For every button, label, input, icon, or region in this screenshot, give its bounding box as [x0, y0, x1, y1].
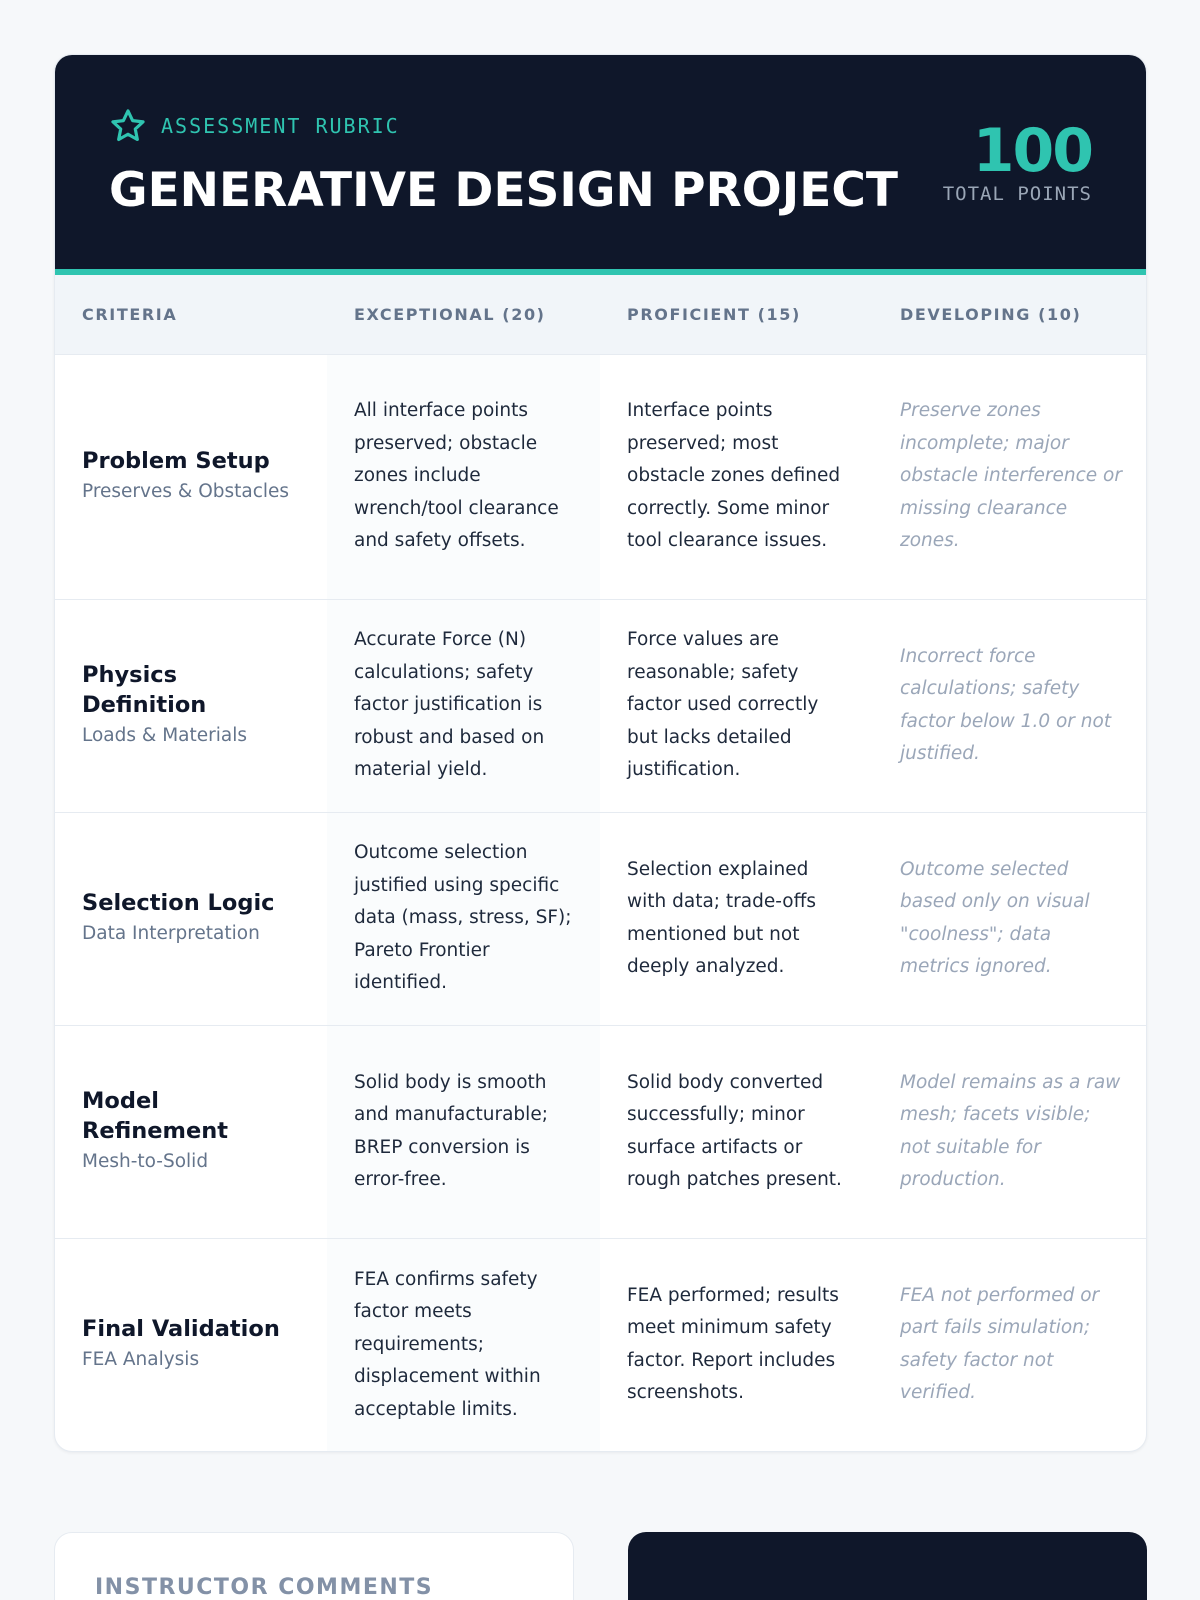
criteria-cell — [55, 1025, 327, 1238]
criteria-name: Problem Setup — [82, 447, 270, 474]
page-title: GENERATIVE DESIGN PROJECT — [109, 163, 898, 218]
criteria-name: Model Refinement — [82, 1087, 229, 1144]
total-points-value: 100 — [972, 116, 1092, 186]
criteria-subtitle: Mesh-to-Solid — [82, 1150, 209, 1172]
developing-cell: Incorrect force calculations; safety factor below 1.0 or not justified. — [873, 599, 1147, 812]
criteria-cell — [55, 1238, 327, 1451]
criteria-cell — [55, 599, 327, 812]
criteria-subtitle: FEA Analysis — [82, 1348, 200, 1370]
developing-cell: Model remains as a raw mesh; facets visible; not suitable for production. — [873, 1025, 1147, 1238]
criteria-name: Final Validation — [82, 1315, 280, 1342]
kicker-label: ASSESSMENT RUBRIC — [161, 114, 400, 138]
developing-cell: Outcome selected based only on visual "coolness"; data metrics ignored. — [873, 812, 1147, 1025]
exceptional-cell: All interface points preserved; obstacle zones include wrench/tool clearance and safety offsets. — [327, 354, 600, 599]
criteria-name: Selection Logic — [82, 889, 275, 916]
criteria-subtitle: Preserves & Obstacles — [82, 480, 290, 502]
instructor-comments-title: INSTRUCTOR COMMENTS — [95, 1575, 434, 1600]
exceptional-cell: Solid body is smooth and manufacturable; BREP conversion is error-free. — [327, 1025, 600, 1238]
instructor-comments-panel — [54, 1532, 574, 1600]
total-points-label: TOTAL POINTS — [942, 183, 1092, 205]
proficient-cell: FEA performed; results meet minimum safety factor. Report includes screenshots. — [627, 1284, 839, 1404]
proficient-cell: Selection explained with data; trade-offs mentioned but not deeply analyzed. — [600, 812, 873, 1025]
column-header-proficient: PROFICIENT (15) — [600, 275, 873, 354]
developing-cell: Preserve zones incomplete; major obstacle interference or missing clearance zones. — [873, 354, 1147, 599]
table-row — [55, 354, 1147, 599]
star-icon — [109, 107, 147, 145]
rubric-header — [55, 55, 1146, 275]
table-row — [55, 812, 1147, 1025]
rubric-card — [54, 54, 1147, 1452]
column-header-exceptional: EXCEPTIONAL (20) — [327, 275, 600, 354]
developing-cell: FEA not performed or part fails simulation; safety factor not verified. — [900, 1284, 1100, 1404]
proficient-cell: Force values are reasonable; safety factor used correctly but lacks detailed justification. — [600, 599, 873, 812]
criteria-cell — [55, 812, 327, 1025]
column-header-criteria: CRITERIA — [55, 275, 327, 354]
score-panel — [628, 1532, 1147, 1600]
table-row — [55, 1025, 1147, 1238]
exceptional-cell: Outcome selection justified using specific data (mass, stress, SF); Pareto Frontier identified. — [327, 812, 600, 1025]
exceptional-cell: FEA confirms safety factor meets requirements; displacement within acceptable limits. — [327, 1238, 600, 1451]
total-points — [942, 116, 1092, 205]
rubric-table — [55, 275, 1147, 1451]
column-header-developing: DEVELOPING (10) — [873, 275, 1147, 354]
criteria-subtitle: Data Interpretation — [82, 922, 260, 944]
proficient-cell: Interface points preserved; most obstacle zones defined correctly. Some minor tool clearance issues. — [600, 354, 873, 599]
table-row — [55, 1238, 1147, 1451]
table-row — [55, 599, 1147, 812]
proficient-cell: Solid body converted successfully; minor surface artifacts or rough patches present. — [600, 1025, 873, 1238]
header-kicker — [109, 107, 400, 145]
criteria-subtitle: Loads & Materials — [82, 724, 248, 746]
exceptional-cell: Accurate Force (N) calculations; safety factor justification is robust and based on material yield. — [327, 599, 600, 812]
criteria-name: Physics Definition — [82, 661, 207, 718]
table-header-row — [55, 275, 1147, 354]
criteria-cell — [55, 354, 327, 599]
